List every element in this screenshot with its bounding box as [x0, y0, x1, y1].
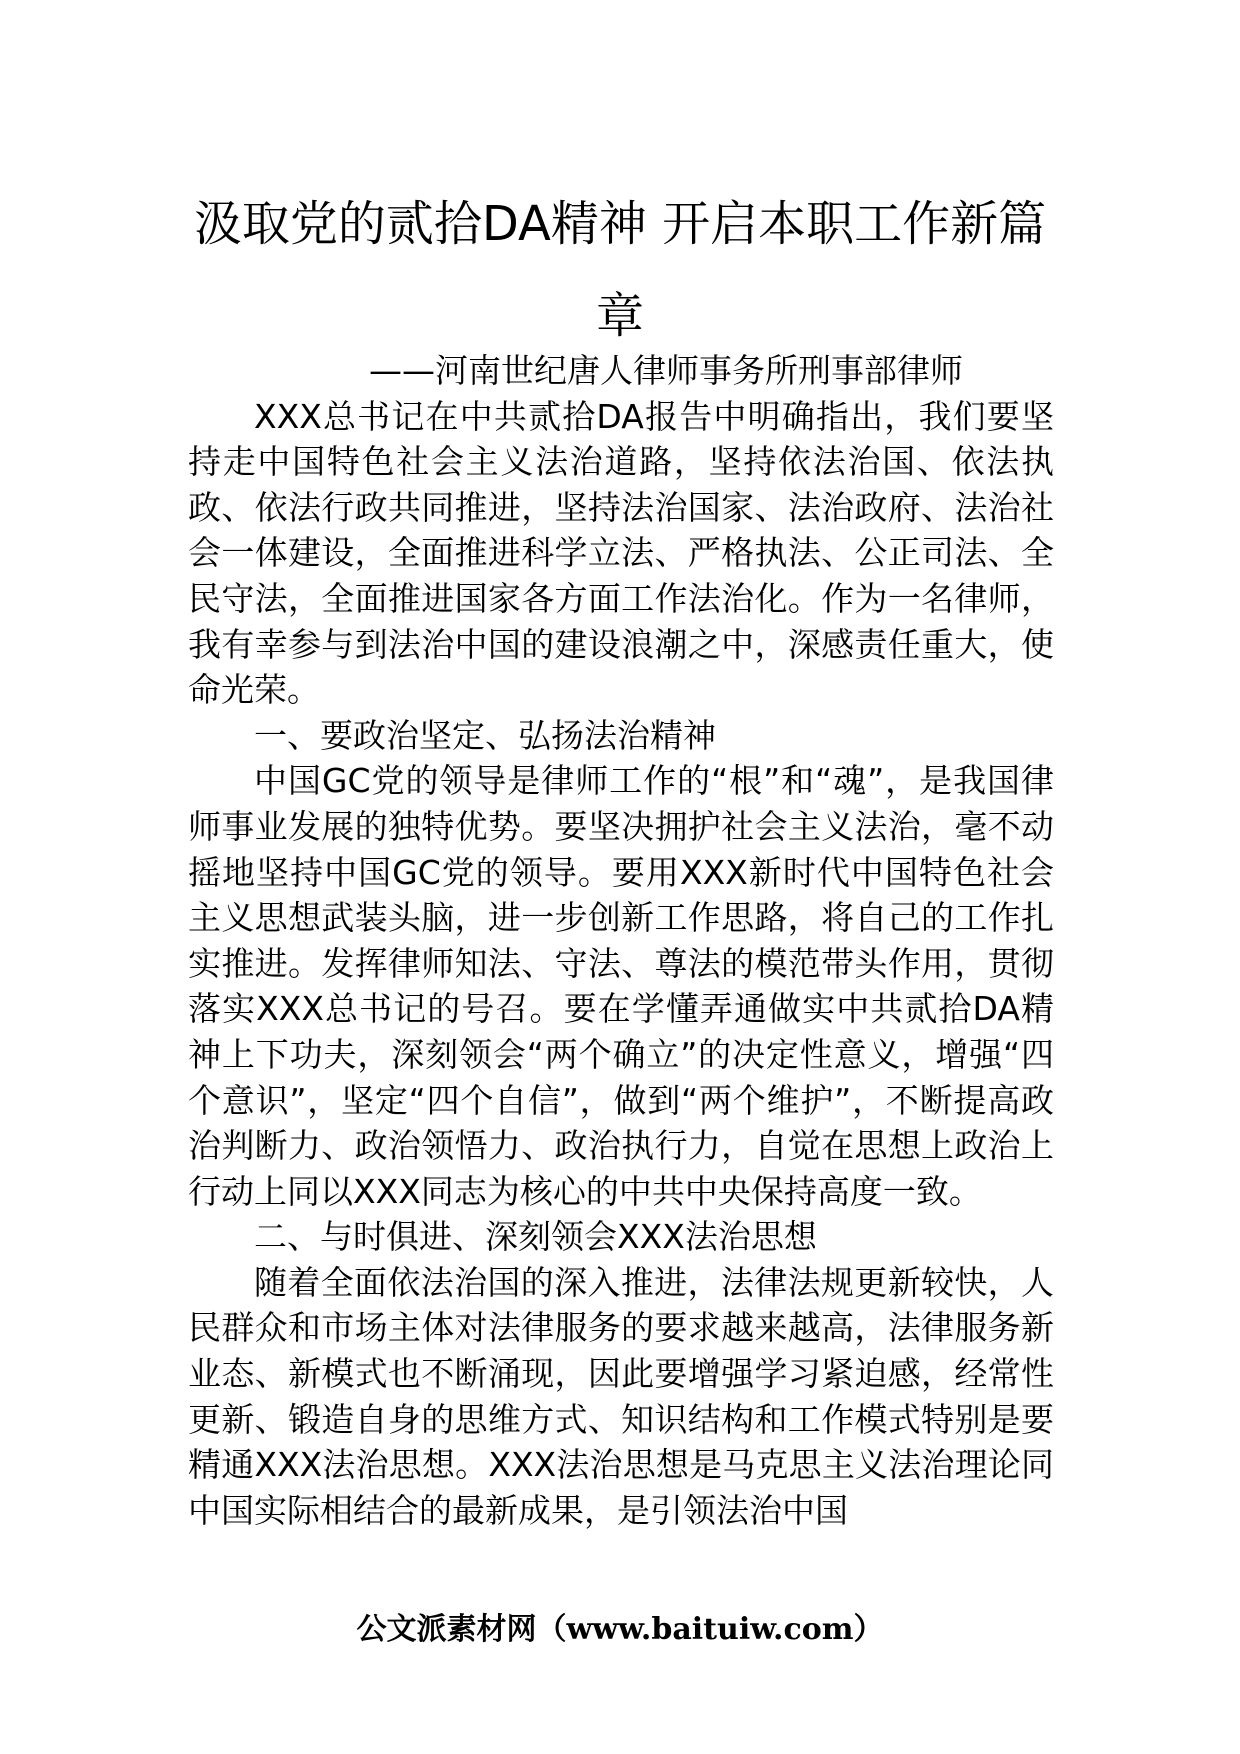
- section-heading-2: 二、与时俱进、深刻领会XXX法治思想: [254, 1217, 817, 1257]
- document-subtitle: ——河南世纪唐人律师事务所刑事部律师: [369, 351, 963, 390]
- document-title: 汲取党的贰拾DA精神 开启本职工作新篇章: [193, 196, 1047, 344]
- document-body: [188, 348, 1054, 1533]
- paragraph-intro: XXX总书记在中共贰拾DA报告中明确指出，我们要坚持走中国特色社会主义法治道路，坚持依法治国、依法执政、依法行政共同推进，坚持法治国家、法治政府、法治社会一体建设，全面推进科学立法、严格执法、公正司法、全民守法，全面推进国家各方面工作法治化。作为一名律师，我有幸参与到法治中国的建设浪潮之中，深感责任重大，使命光荣。: [188, 396, 1054, 710]
- footer-watermark: 公文派素材网（www.baituiw.com）: [356, 1612, 884, 1647]
- section-heading-1: 一、要政治坚定、弘扬法治精神: [254, 715, 716, 755]
- paragraph-section-2: 随着全面依法治国的深入推进，法律法规更新较快，人民群众和市场主体对法律服务的要求越来越高，法律服务新业态、新模式也不断涌现，因此要增强学习紧迫感，经常性更新、锻造自身的思维方式、知识结构和工作模式特别是要精通XXX法治思想。XXX法治思想是马克思主义法治理论同中国实际相结合的最新成果，是引领法治中国: [188, 1262, 1054, 1530]
- paragraph-section-1: 中国GC党的领导是律师工作的“根”和“魂”，是我国律师事业发展的独特优势。要坚决拥护社会主义法治，毫不动摇地坚持中国GC党的领导。要用XXX新时代中国特色社会主义思想武装头脑，进一步创新工作思路，将自己的工作扎实推进。发挥律师知法、守法、尊法的模范带头作用，贯彻落实XXX总书记的号召。要在学懂弄通做实中共贰拾DA精神上下功夫，深刻领会“两个确立”的决定性意义，增强“四个意识”，坚定“四个自信”，做到“两个维护”，不断提高政治判断力、政治领悟力、政治执行力，自觉在思想上政治上行动上同以XXX同志为核心的中共中央保持高度一致。: [188, 761, 1054, 1211]
